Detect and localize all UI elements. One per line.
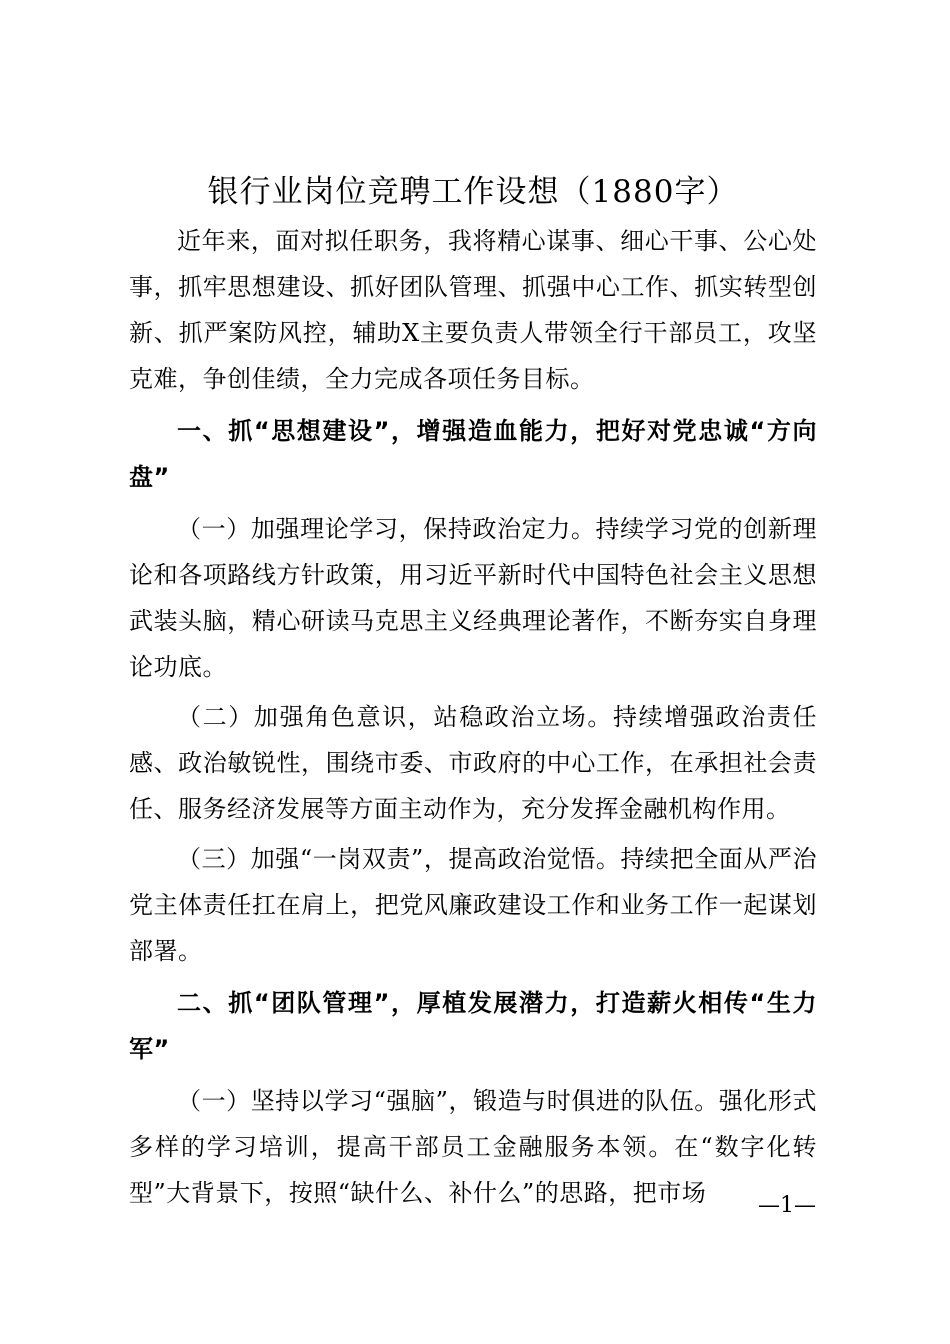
section-1-paragraph-2: （二）加强角色意识，站稳政治立场。持续增强政治责任感、政治敏锐性，围绕市委、市政府的中心工作，在承担社会责任、服务经济发展等方面主动作为，充分发挥金融机构作用。: [129, 703, 817, 823]
section-1-heading: 一、抓“思想建设”，增强造血能力，把好对党忠诚“方向盘”: [129, 417, 817, 491]
page-number: —1—: [758, 1193, 816, 1218]
section-2-heading: 二、抓“团队管理”，厚植发展潜力，打造薪火相传“生力军”: [129, 989, 817, 1063]
section-2-paragraph-1: （一）坚持以学习“强脑”，锻造与时俱进的队伍。强化形式多样的学习培训，提高干部员工金融服务本领。在“数字化转型”大背景下，按照“缺什么、补什么”的思路，把市场: [129, 1087, 817, 1207]
section-1-paragraph-1: （一）加强理论学习，保持政治定力。持续学习党的创新理论和各项路线方针政策，用习近平新时代中国特色社会主义思想武装头脑，精心研读马克思主义经典理论著作，不断夯实自身理论功底。: [129, 515, 817, 681]
document-title: 银行业岗位竞聘工作设想（1880字）: [207, 174, 739, 210]
intro-paragraph: 近年来，面对拟任职务，我将精心谋事、细心干事、公心处事，抓牢思想建设、抓好团队管理、抓强中心工作、抓实转型创新、抓严案防风控，辅助X主要负责人带领全行干部员工，攻坚克难，争创佳绩，全力完成各项任务目标。: [129, 227, 817, 393]
section-1-paragraph-3: （三）加强“一岗双责”，提高政治觉悟。持续把全面从严治党主体责任扛在肩上，把党风廉政建设工作和业务工作一起谋划部署。: [129, 845, 817, 965]
document-body: [129, 170, 817, 1216]
